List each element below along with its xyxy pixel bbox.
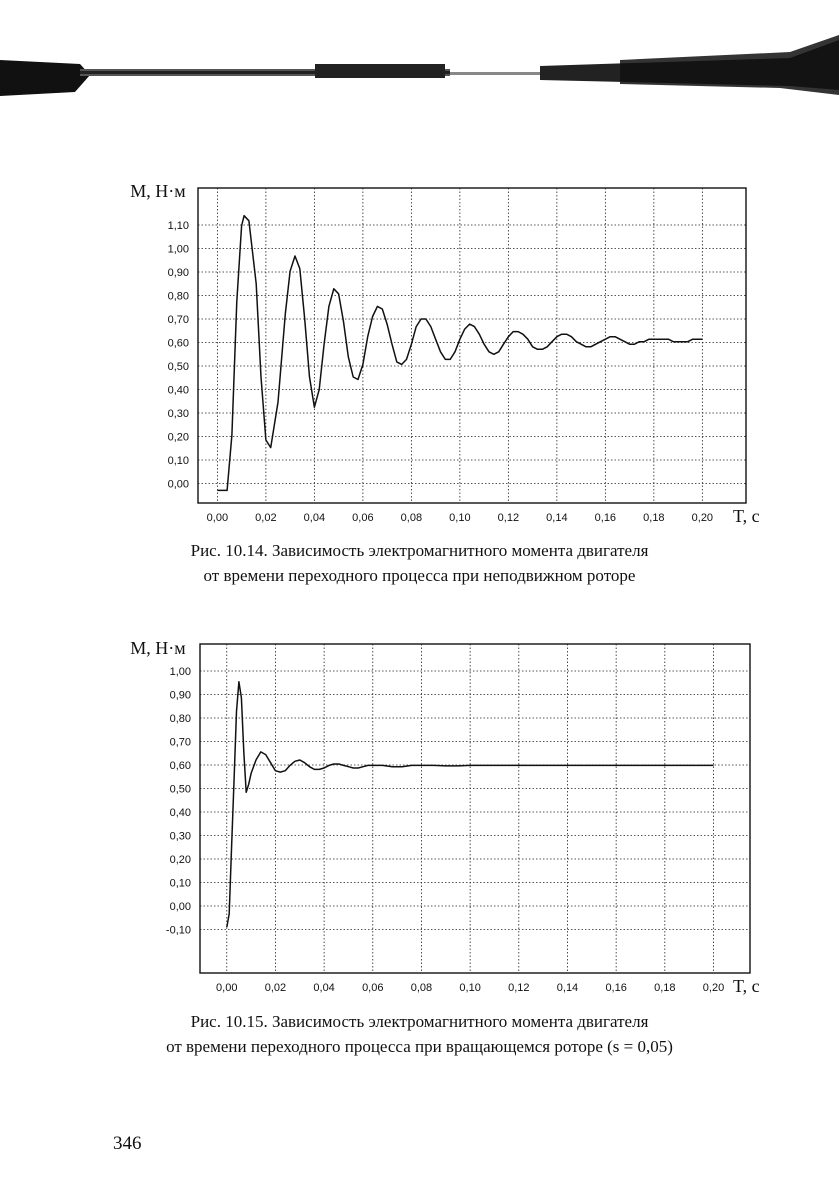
chart2-ytick-label: 0,30 <box>169 830 191 843</box>
chart2-ytick-label: 0,10 <box>169 877 191 890</box>
chart2-ytick-label: 0,00 <box>169 901 191 913</box>
chart2-xtick-label: 0,02 <box>264 982 287 994</box>
chart2-ytick-label: 0,50 <box>169 783 191 796</box>
chart2-ytick-label: -0,10 <box>165 924 191 937</box>
figure-caption-2-line-2: от времени переходного процесса при вращающемся роторе (s = 0,05) <box>166 1037 673 1056</box>
chart1-plot-frame <box>198 188 746 503</box>
chart2-ytick-label: 0,60 <box>169 760 191 772</box>
chart1-x-axis-title: T, с <box>733 506 760 526</box>
chart-2 <box>0 630 839 995</box>
chart2-xtick-label: 0,08 <box>410 982 433 994</box>
chart2-xtick-label: 0,12 <box>508 982 530 994</box>
chart1-xtick-label: 0,10 <box>449 512 471 524</box>
chart2-xtick-label: 0,00 <box>216 982 238 994</box>
chart1-xtick-label: 0,18 <box>643 512 665 524</box>
chart1-xtick-label: 0,12 <box>497 512 520 524</box>
chart1-xtick-label: 0,06 <box>352 512 374 524</box>
chart2-xtick-label: 0,18 <box>654 982 676 994</box>
chart2-xtick-label: 0,14 <box>556 982 579 994</box>
figure-caption-1 <box>0 538 839 588</box>
chart1-ytick-label: 0,80 <box>167 290 189 303</box>
chart1-ytick-label: 1,00 <box>167 243 189 256</box>
chart1-ytick-label: 0,40 <box>167 384 189 397</box>
chart2-xtick-label: 0,16 <box>605 982 627 994</box>
chart1-xtick-label: 0,14 <box>546 512 568 524</box>
chart1-ytick-label: 0,20 <box>167 431 189 444</box>
chart1-xtick-label: 0,08 <box>400 512 423 524</box>
figure-caption-2-line-1: Рис. 10.15. Зависимость электромагнитного момента двигателя <box>190 1012 649 1031</box>
chart2-xtick-label: 0,20 <box>702 982 725 994</box>
figure-caption-2 <box>0 1009 839 1059</box>
scan-edge-artifact <box>0 0 839 110</box>
chart2-ytick-label: 0,20 <box>169 854 191 866</box>
chart2-ytick-label: 0,90 <box>169 689 191 702</box>
chart2-ytick-label: 0,40 <box>169 807 191 819</box>
chart2-plot-frame <box>200 644 750 973</box>
chart2-xtick-label: 0,06 <box>362 982 384 994</box>
chart1-xtick-label: 0,04 <box>303 512 326 524</box>
chart1-xtick-label: 0,02 <box>255 512 277 524</box>
chart1-ytick-label: 0,30 <box>167 408 189 420</box>
chart1-xtick-label: 0,16 <box>594 512 617 524</box>
chart1-ytick-label: 0,90 <box>167 267 189 279</box>
chart1-ytick-label: 0,70 <box>167 314 189 326</box>
chart2-xtick-label: 0,04 <box>313 982 335 994</box>
page-number: 346 <box>113 1133 142 1154</box>
chart1-ytick-label: 1,10 <box>167 220 189 232</box>
chart2-ytick-label: 0,80 <box>169 713 191 725</box>
chart1-ytick-label: 0,50 <box>167 361 189 373</box>
chart2-ytick-label: 1,00 <box>169 666 191 678</box>
chart1-ytick-label: 0,00 <box>167 478 189 491</box>
chart1-xtick-label: 0,00 <box>206 512 229 524</box>
chart2-x-axis-title: T, с <box>733 976 760 995</box>
chart-1 <box>0 170 839 532</box>
chart1-ytick-label: 0,10 <box>167 455 189 467</box>
chart1-xtick-label: 0,20 <box>691 512 714 524</box>
chart2-y-axis-title: M, Н·м <box>130 638 186 658</box>
figure-caption-1-line-2: от времени переходного процесса при неподвижном роторе <box>203 566 636 585</box>
chart2-ytick-label: 0,70 <box>169 736 191 749</box>
chart2-xtick-label: 0,10 <box>459 982 481 994</box>
chart1-y-axis-title: M, Н·м <box>130 181 186 201</box>
chart1-ytick-label: 0,60 <box>167 337 189 350</box>
figure-caption-1-line-1: Рис. 10.14. Зависимость электромагнитного момента двигателя <box>190 541 649 560</box>
